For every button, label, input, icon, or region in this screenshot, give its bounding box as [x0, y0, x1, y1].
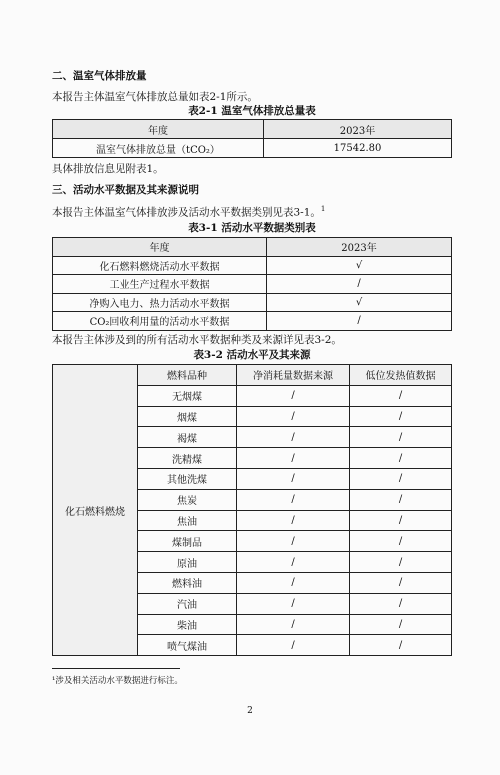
fuel-name: 无烟煤	[138, 385, 237, 406]
source-value: /	[237, 427, 350, 448]
row-value: 17542.80	[264, 139, 452, 158]
header-year: 年度	[53, 238, 267, 257]
ncv-value: /	[350, 427, 452, 448]
fuel-name: 洗精煤	[138, 448, 237, 469]
table-header-row	[53, 120, 452, 139]
group-label: 化石燃料燃烧	[53, 365, 138, 656]
source-value: /	[237, 385, 350, 406]
header-source: 净消耗量数据来源	[237, 365, 350, 386]
ncv-value: /	[350, 385, 452, 406]
section-3-intro-2: 本报告主体涉及到的所有活动水平数据种类及来源详见表3-2。	[52, 334, 342, 346]
row-label: CO₂回收利用量的活动水平数据	[53, 312, 267, 331]
footnote-divider	[52, 668, 180, 669]
source-value: /	[237, 531, 350, 552]
header-2023: 2023年	[264, 120, 452, 139]
source-value: /	[237, 489, 350, 510]
footnote: ¹涉及相关活动水平数据进行标注。	[52, 676, 183, 686]
source-value: /	[237, 635, 350, 656]
table-3-2-caption: 表3-2 活动水平及其来源	[193, 349, 311, 361]
ncv-value: /	[350, 510, 452, 531]
activity-category-table	[52, 237, 452, 331]
ncv-value: /	[350, 448, 452, 469]
source-value: /	[237, 510, 350, 531]
ncv-value: /	[350, 572, 452, 593]
row-label: 工业生产过程水平数据	[53, 275, 267, 294]
ncv-value: /	[350, 593, 452, 614]
row-value: √	[267, 256, 452, 275]
table-header-row	[53, 365, 452, 386]
source-value: /	[237, 572, 350, 593]
fuel-name: 柴油	[138, 614, 237, 635]
section-2-heading: 二、温室气体排放量	[52, 70, 147, 82]
header-ncv: 低位发热值数据	[350, 365, 452, 386]
fuel-name: 焦油	[138, 510, 237, 531]
source-value: /	[237, 448, 350, 469]
ncv-value: /	[350, 552, 452, 573]
header-year: 年度	[53, 120, 264, 139]
source-value: /	[237, 552, 350, 573]
emissions-total-table	[52, 119, 452, 158]
fuel-name: 汽油	[138, 593, 237, 614]
fuel-name: 烟煤	[138, 406, 237, 427]
fuel-name: 其他洗煤	[138, 468, 237, 489]
table-row	[53, 275, 452, 294]
activity-source-table	[52, 364, 452, 656]
table-2-1-caption: 表2-1 温室气体排放总量表	[188, 105, 316, 117]
section-3-heading: 三、活动水平数据及其来源说明	[52, 184, 199, 196]
row-value: √	[267, 293, 452, 312]
row-value: /	[267, 312, 452, 331]
ncv-value: /	[350, 489, 452, 510]
table-header-row	[53, 238, 452, 257]
source-value: /	[237, 468, 350, 489]
fuel-name: 煤制品	[138, 531, 237, 552]
row-label: 温室气体排放总量（tCO₂）	[53, 139, 264, 158]
table-row	[53, 312, 452, 331]
row-label: 化石燃料燃烧活动水平数据	[53, 256, 267, 275]
fuel-name: 褐煤	[138, 427, 237, 448]
source-value: /	[237, 593, 350, 614]
source-value: /	[237, 614, 350, 635]
fuel-name: 焦炭	[138, 489, 237, 510]
section-3-intro	[52, 205, 325, 219]
footnote-marker: 1	[320, 205, 326, 213]
section-2-after: 具体排放信息见附表1。	[52, 163, 164, 175]
table-3-1-caption: 表3-1 活动水平数据类别表	[188, 222, 316, 234]
ncv-value: /	[350, 635, 452, 656]
ncv-value: /	[350, 468, 452, 489]
ncv-value: /	[350, 614, 452, 635]
table-row	[53, 293, 452, 312]
header-fuel: 燃料品种	[138, 365, 237, 386]
ncv-value: /	[350, 531, 452, 552]
source-value: /	[237, 406, 350, 427]
fuel-name: 燃料油	[138, 572, 237, 593]
ncv-value: /	[350, 406, 452, 427]
table-row	[53, 256, 452, 275]
header-2023: 2023年	[267, 238, 452, 257]
row-label: 净购入电力、热力活动水平数据	[53, 293, 267, 312]
intro-text: 本报告主体温室气体排放涉及活动水平数据类别见表3-1。	[52, 206, 321, 219]
fuel-name: 原油	[138, 552, 237, 573]
page-number: 2	[247, 706, 253, 716]
section-2-intro: 本报告主体温室气体排放总量如表2-1所示。	[52, 91, 258, 103]
table-row	[53, 139, 452, 158]
row-value: /	[267, 275, 452, 294]
fuel-name: 喷气煤油	[138, 635, 237, 656]
